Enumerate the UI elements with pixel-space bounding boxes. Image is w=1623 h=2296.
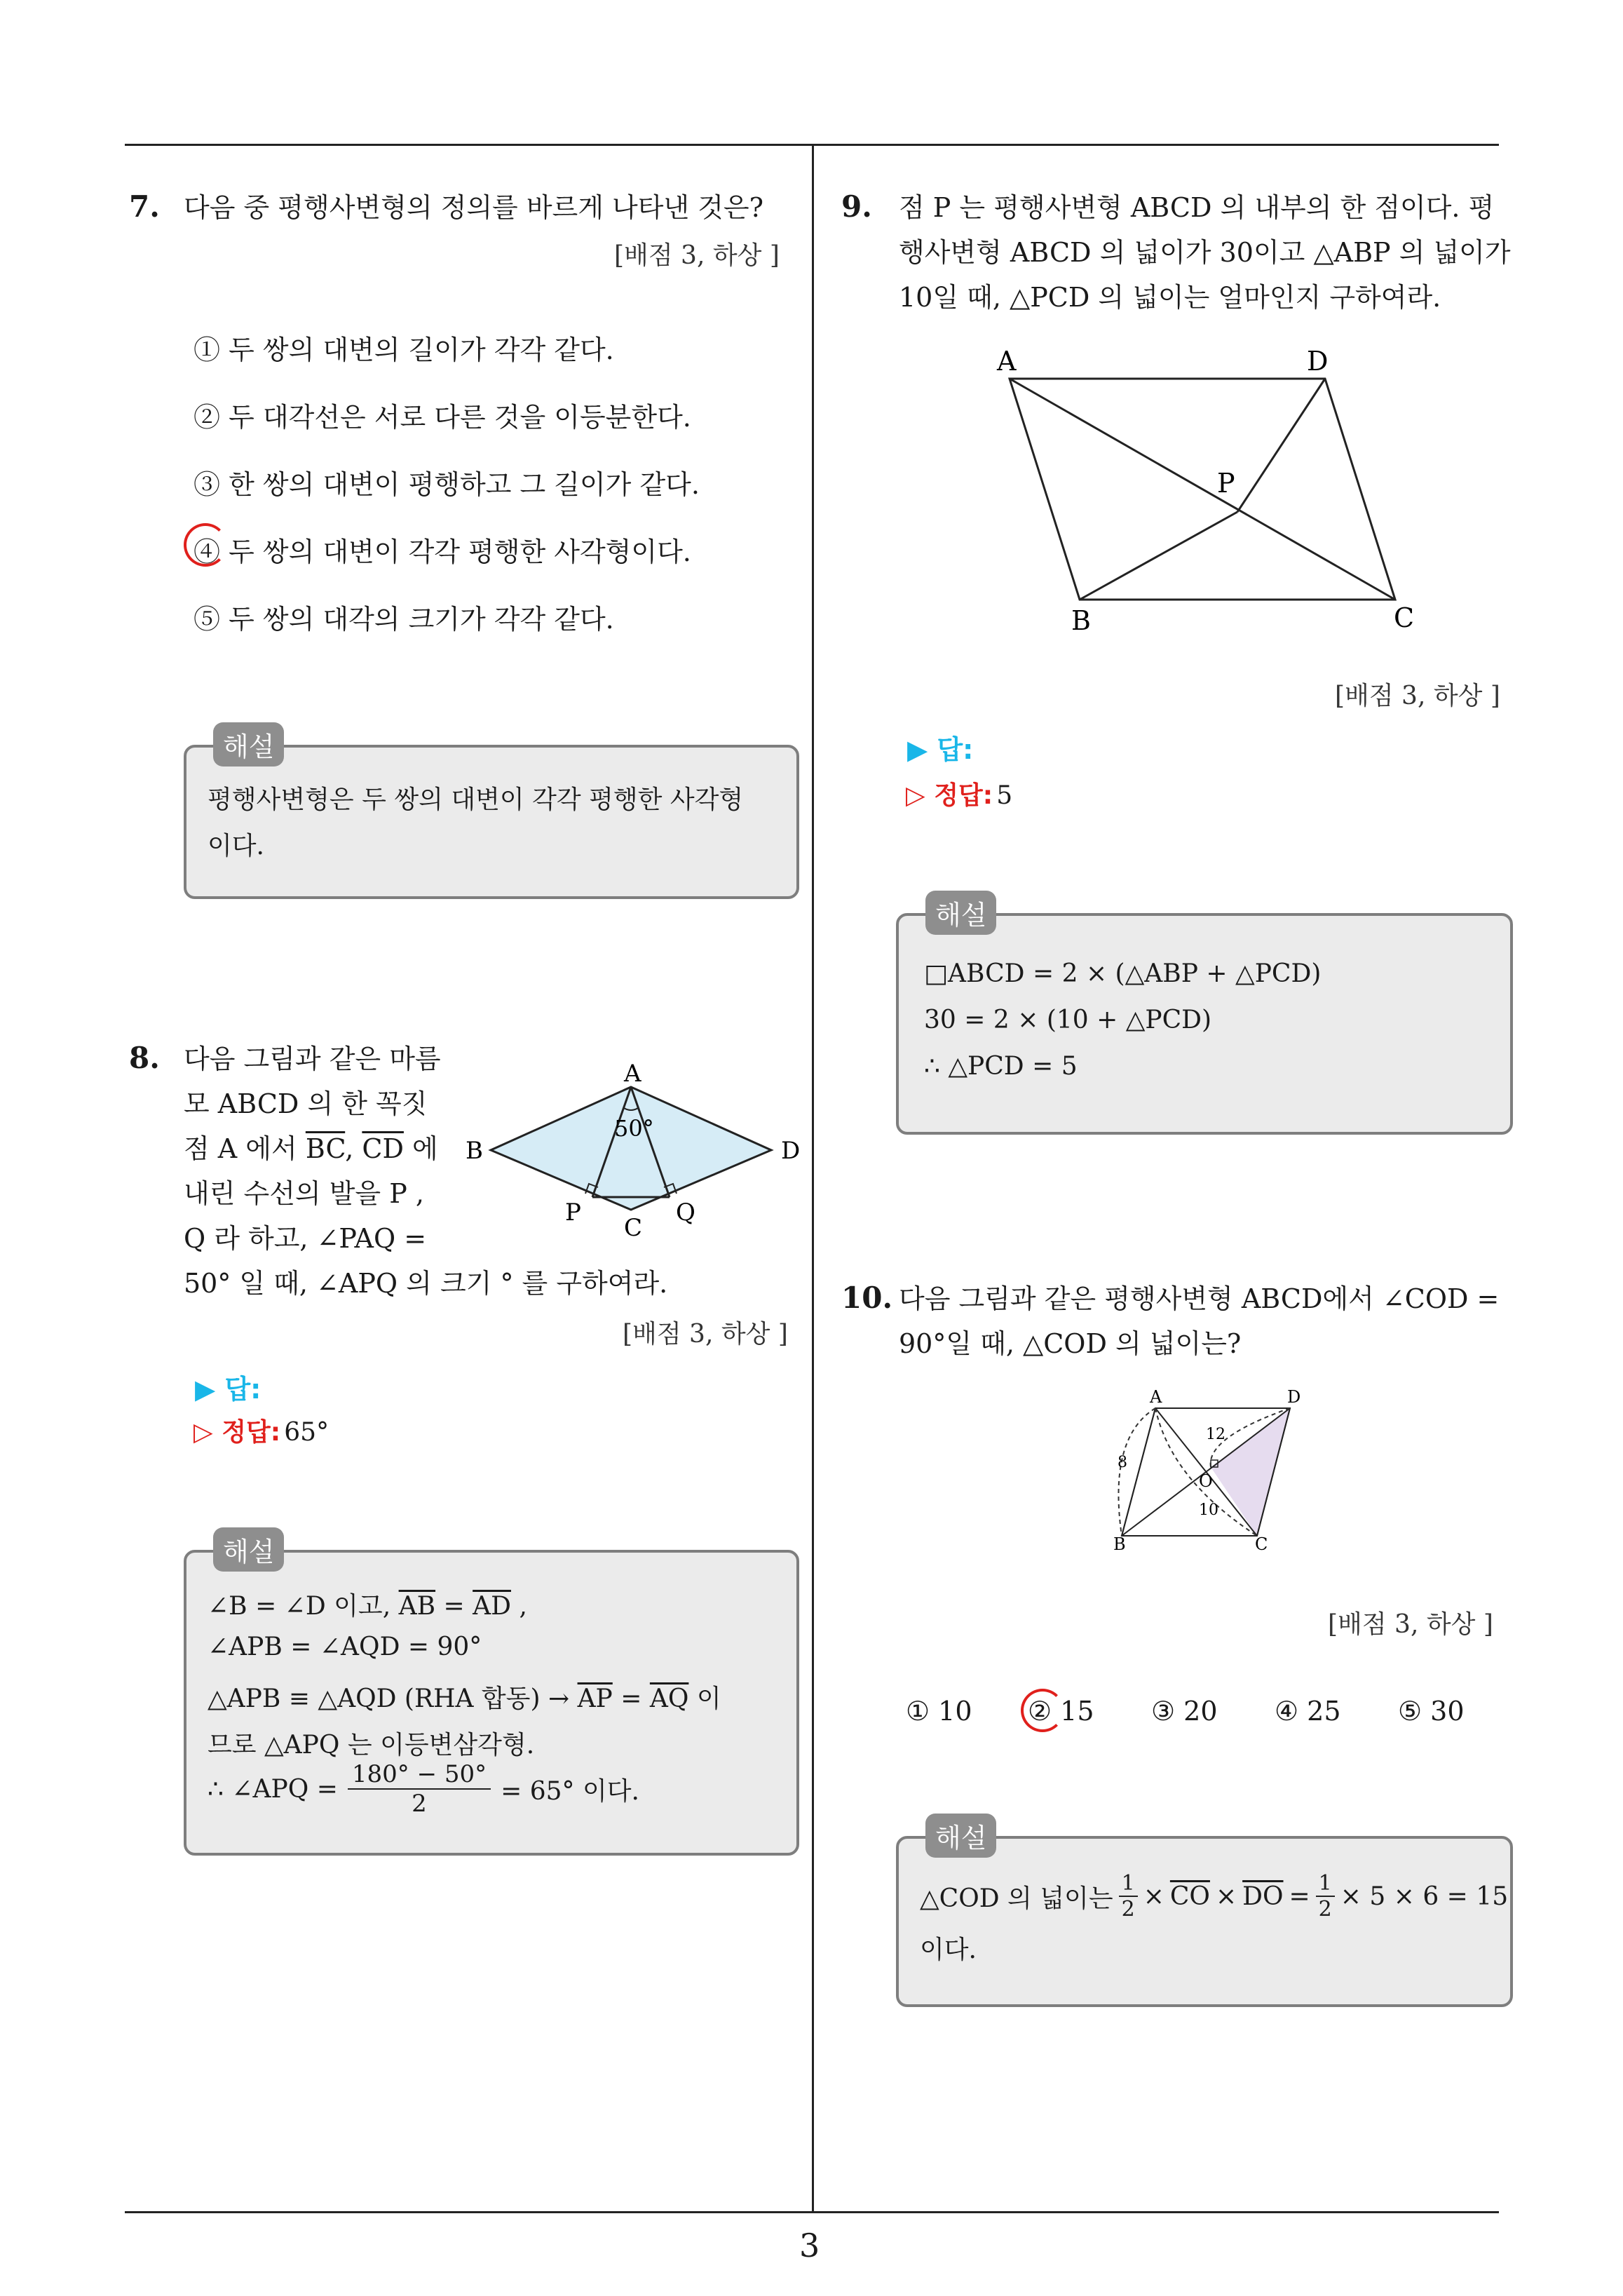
- q9-meta: [배점 3, 하상 ]: [1335, 682, 1500, 710]
- q8-label-p: P: [565, 1198, 581, 1227]
- q10-sol-f2n: 1: [1316, 1871, 1335, 1897]
- q9-line-1: 점 P 는 평행사변형 ABCD 의 내부의 한 점이다. 평: [899, 192, 1495, 223]
- q8-sol-ap: $\overline{AP}$: [577, 1684, 613, 1713]
- q10-sol-eq: =: [1289, 1882, 1310, 1911]
- q8-number: 8.: [129, 1041, 160, 1075]
- q7-question: 다음 중 평행사변형의 정의를 바르게 나타낸 것은?: [184, 192, 764, 223]
- q10-solution-line-2: 이다.: [920, 1936, 977, 1964]
- q9-label-c: C: [1394, 602, 1415, 633]
- q8-sol-aq: $\overline{AQ}$: [649, 1684, 689, 1713]
- q10-answer-mark: [1021, 1689, 1064, 1732]
- q8-meta: [배점 3, 하상 ]: [623, 1320, 788, 1349]
- q7-number: 7.: [129, 189, 160, 224]
- q8-line-1: 다음 그림과 같은 마름: [184, 1044, 441, 1074]
- q10-label-a: A: [1150, 1387, 1162, 1407]
- q10-sol-co: $\overline{CO}$: [1169, 1882, 1210, 1911]
- q10-choice-4[interactable]: ④ 25: [1275, 1696, 1341, 1727]
- q8-solution-line-5: [208, 1760, 639, 1818]
- q10-line-ab: [1122, 1408, 1155, 1536]
- q10-sol-f1d: 2: [1121, 1897, 1135, 1922]
- q7-choice-5[interactable]: ⑤ 두 쌍의 대각의 크기가 각각 같다.: [193, 604, 614, 635]
- q7-choice-4[interactable]: ④ 두 쌍의 대변이 각각 평행한 사각형이다.: [193, 536, 691, 567]
- q8-line-5: Q 라 하고, ∠PAQ =: [184, 1223, 427, 1254]
- q10-sol-a: △COD 의 넓이는: [920, 1884, 1113, 1913]
- q7-answer-mark: [184, 523, 227, 567]
- q10-label-b: B: [1113, 1534, 1126, 1554]
- q8-line-2: 모 ABCD 의 한 꼭짓: [184, 1088, 428, 1119]
- q9-figure: [982, 337, 1444, 645]
- q8-sol-eq1: =: [443, 1592, 465, 1621]
- q8-sol-l1a: ∠B = ∠D 이고,: [208, 1592, 391, 1621]
- q8-sol-l5a: ∴ ∠APQ =: [208, 1774, 338, 1804]
- q7-solution-box: [184, 745, 799, 899]
- q8-solution-tab: 해설: [213, 1527, 284, 1572]
- page-number: 3: [799, 2227, 820, 2264]
- q7-solution-line-1: 평행사변형은 두 쌍의 대변이 각각 평행한 사각형: [208, 785, 744, 814]
- q9-label-a: A: [997, 346, 1017, 377]
- q9-correct-value: 5: [996, 781, 1013, 810]
- q9-solution-tab: 해설: [925, 891, 996, 935]
- q9-line-bp: [1080, 512, 1237, 600]
- q10-figure: [1094, 1382, 1318, 1557]
- q7-choice-1[interactable]: ① 두 쌍의 대변의 길이가 각각 같다.: [193, 335, 614, 365]
- q10-sol-e: × 5 × 6 = 15: [1340, 1882, 1509, 1911]
- q9-solution-line-2: 30 = 2 × (10 + △PCD): [924, 1006, 1212, 1034]
- q10-sol-times2: ×: [1215, 1882, 1237, 1911]
- q10-number: 10.: [841, 1281, 893, 1315]
- q8-sol-fraction: [348, 1760, 491, 1818]
- q8-correct: [193, 1412, 329, 1448]
- q8-label-d: D: [781, 1137, 801, 1165]
- q10-line-2: 90°일 때, △COD 의 넓이는?: [899, 1328, 1242, 1359]
- q8-solution-line-3: [208, 1679, 721, 1715]
- q10-sol-do: $\overline{DO}$: [1242, 1882, 1284, 1911]
- q9-line-dp: [1237, 379, 1325, 512]
- q8-solution-line-2: ∠APB = ∠AQD = 90°: [208, 1633, 482, 1661]
- q8-label-b: B: [466, 1137, 483, 1165]
- q9-solution-line-1: □ABCD = 2 × (△ABP + △PCD): [924, 959, 1322, 988]
- q8-label-q: Q: [676, 1198, 695, 1227]
- q10-sol-f2d: 2: [1318, 1897, 1332, 1922]
- q9-label-p: P: [1217, 468, 1235, 499]
- q7-solution-line-2: 이다.: [208, 832, 264, 860]
- q10-label-8: 8: [1118, 1454, 1127, 1471]
- q9-line-ap: [1010, 379, 1395, 600]
- q10-sol-times1: ×: [1143, 1882, 1164, 1911]
- q10-choice-1[interactable]: ① 10: [906, 1696, 972, 1727]
- q9-answer-label: ▶ 답:: [907, 734, 974, 765]
- q8-sol-l3end: 이: [696, 1684, 721, 1713]
- q8-sol-l1end: ,: [519, 1592, 527, 1621]
- q8-sol-den: 2: [412, 1790, 427, 1818]
- q10-label-d: D: [1287, 1387, 1301, 1407]
- q8-rhombus: [491, 1087, 771, 1210]
- q8-sol-ad: $\overline{AD}$: [473, 1592, 511, 1621]
- q10-sol-f1n: 1: [1119, 1871, 1138, 1897]
- q10-label-o: O: [1199, 1471, 1213, 1491]
- q10-choice-5[interactable]: ⑤ 30: [1398, 1696, 1465, 1727]
- q8-sol-l3a: △APB ≡ △AQD (RHA 합동) →: [208, 1684, 570, 1713]
- q10-solution-box: [896, 1836, 1513, 2007]
- q8-line-3b: 에: [412, 1133, 438, 1164]
- q9-solution-line-3: ∴ △PCD = 5: [924, 1052, 1078, 1081]
- q9-correct-label: ▷ 정답:: [906, 781, 993, 810]
- q8-line-3: [184, 1126, 438, 1171]
- q8-solution-line-1: [208, 1586, 527, 1622]
- q8-line-4: 내린 수선의 발을 P ,: [184, 1178, 424, 1209]
- q8-correct-label: ▷ 정답:: [193, 1418, 281, 1447]
- q8-figure: [456, 1052, 813, 1262]
- q8-solution-line-4: 므로 △APQ 는 이등변삼각형.: [208, 1731, 535, 1760]
- q8-comma: ,: [345, 1133, 354, 1164]
- q9-label-b: B: [1071, 605, 1091, 636]
- q8-sol-ab: $\overline{AB}$: [398, 1592, 436, 1621]
- q8-sol-eq2: =: [620, 1684, 642, 1713]
- q9-correct: [906, 776, 1012, 811]
- q10-solution-tab: 해설: [925, 1814, 996, 1858]
- q8-seg-bc: $\overline{BC}$: [305, 1133, 346, 1164]
- q9-number: 9.: [841, 189, 872, 224]
- q10-label-12: 12: [1206, 1426, 1225, 1443]
- q7-meta: [배점 3, 하상 ]: [614, 241, 780, 270]
- q7-choice-3[interactable]: ③ 한 쌍의 대변이 평행하고 그 길이가 같다.: [193, 469, 700, 500]
- q10-label-10: 10: [1199, 1501, 1218, 1519]
- q8-label-a: A: [624, 1060, 641, 1088]
- q9-line-3: 10일 때, △PCD 의 넓이는 얼마인지 구하여라.: [899, 282, 1441, 313]
- q8-sol-l5end: = 65° 이다.: [501, 1776, 639, 1806]
- q8-answer-label: ▶ 답:: [195, 1374, 262, 1405]
- q10-line-1: 다음 그림과 같은 평행사변형 ABCD에서 ∠COD =: [899, 1283, 1500, 1314]
- q10-choice-3[interactable]: ③ 20: [1151, 1696, 1218, 1727]
- q8-line-6: 50° 일 때, ∠APQ 의 크기 ° 를 구하여라.: [184, 1268, 668, 1299]
- q10-label-c: C: [1255, 1534, 1268, 1554]
- q8-label-angle: 50°: [614, 1115, 654, 1142]
- q10-solution-line-1: [920, 1871, 1508, 1922]
- q8-label-c: C: [624, 1214, 643, 1242]
- q8-seg-cd: $\overline{CD}$: [362, 1133, 404, 1164]
- q7-solution-tab: 해설: [213, 722, 284, 767]
- q9-label-d: D: [1307, 346, 1329, 377]
- q9-line-2: 행사변형 ABCD 의 넓이가 30이고 △ABP 의 넓이가: [899, 237, 1511, 268]
- q7-choice-2[interactable]: ② 두 대각선은 서로 다른 것을 이등분한다.: [193, 402, 691, 433]
- q10-meta: [배점 3, 하상 ]: [1328, 1610, 1493, 1639]
- bottom-rule: [125, 2211, 1499, 2213]
- q10-sol-frac-1: [1119, 1871, 1138, 1922]
- q8-line-3a: 점 A 에서: [184, 1133, 297, 1164]
- q8-correct-value: 65°: [284, 1418, 330, 1447]
- q10-sol-frac-2: [1316, 1871, 1335, 1922]
- q8-sol-num: 180° − 50°: [348, 1760, 491, 1790]
- q10-choice-2[interactable]: ② 15: [1028, 1696, 1094, 1727]
